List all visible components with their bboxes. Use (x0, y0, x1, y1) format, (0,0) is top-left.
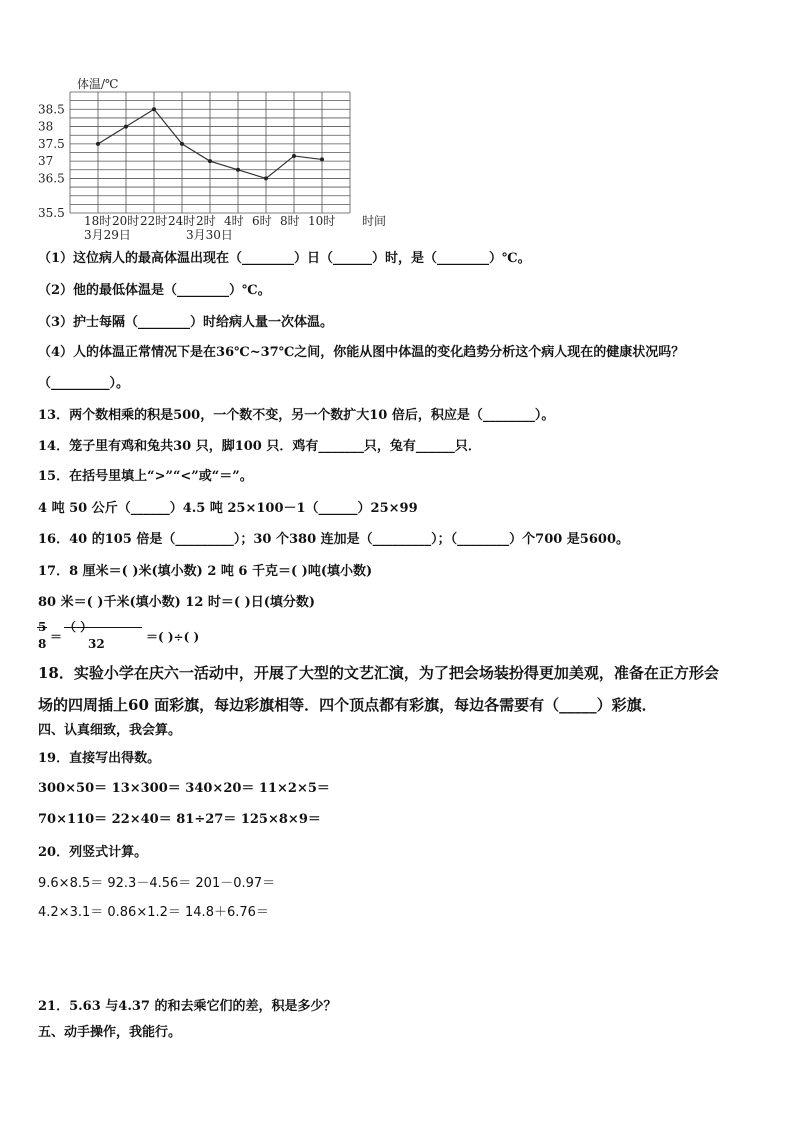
question-20-line1: 9.6×8.5＝ 92.3－4.56＝ 201－0.97＝ (38, 876, 276, 891)
temperature-chart (30, 72, 420, 252)
y-axis-label: 体温/℃ (77, 77, 119, 91)
question-21: 21．5.63 与4.37 的和去乘它们的差，积是多少？ (38, 999, 337, 1014)
section-5-heading: 五、动手操作，我能行。 (38, 1025, 182, 1040)
question-18-line2: 场的四周插上60 面彩旗，每边彩旗相等．四个顶点都有彩旗，每边各需要有（_____）彩旗． (38, 696, 657, 714)
question-16: 16．40 的105 倍是（_________）；30 个380 连加是（_________）；（________）个700 是5600。 (38, 532, 629, 547)
x-tick-label: 2时 (196, 214, 216, 228)
question-20-title: 20．列竖式计算。 (38, 845, 148, 860)
section-4-heading: 四、认真细致，我会算。 (38, 723, 182, 738)
data-point (180, 142, 184, 146)
q12-part3: （3）护士每隔（________）时给病人量一次体温。 (38, 315, 334, 330)
question-13: 13．两个数相乘的积是500，一个数不变，另一个数扩大10 倍后，积应是（________）。 (38, 408, 555, 423)
x-tick-label: 6时 (252, 214, 272, 228)
y-tick-label: 38 (38, 119, 54, 134)
y-tick-label: 35.5 (38, 206, 65, 220)
question-17-fraction-line (38, 620, 338, 654)
y-tick-label: 37.5 (38, 136, 65, 151)
temperature-chart-svg (30, 72, 420, 252)
x-tick-label: 4时 (224, 214, 244, 228)
y-tick-label: 36.5 (38, 171, 65, 186)
x-group-label: 3月29日 (84, 228, 131, 242)
question-15-line: 4 吨 50 公斤（______）4.5 吨 25×100－1（______）25×99 (38, 501, 418, 516)
q12-part4-answer: （_________）。 (38, 376, 130, 391)
fraction2-denominator: 32 (88, 637, 105, 651)
question-14: 14．笼子里有鸡和兔共30 只，脚100 只．鸡有_______只，兔有______只． (38, 439, 481, 454)
data-point (124, 125, 128, 129)
fraction-numerator: 5 (38, 620, 47, 634)
data-point (320, 157, 324, 161)
fraction-bar (37, 627, 47, 628)
fraction-tail: ＝( )÷( ) (146, 630, 200, 644)
q12-part1: （1）这位病人的最高体温出现在（________）日（______）时，是（________）℃。 (38, 251, 531, 266)
question-19-title: 19．直接写出得数。 (38, 751, 161, 766)
fraction2-numerator: （ ） (64, 620, 93, 634)
y-tick-label: 37 (38, 154, 54, 169)
x-tick-label: 18时 (84, 214, 112, 228)
equals-sign: ＝ (50, 630, 63, 644)
question-17-line1: 17．8 厘米＝( )米(填小数) 2 吨 6 千克＝( )吨(填小数) (38, 564, 373, 579)
x-tick-label: 8时 (280, 214, 300, 228)
q12-part2: （2）他的最低体温是（________）℃。 (38, 283, 271, 298)
x-tick-label: 10时 (308, 214, 336, 228)
data-point (292, 154, 296, 158)
q12-part4: （4）人的体温正常情况下是在36℃~37℃之间，你能从图中体温的变化趋势分析这个病人现在的健康状况吗？ (38, 345, 685, 360)
data-point (152, 107, 156, 111)
data-point (236, 168, 240, 172)
data-point (96, 142, 100, 146)
data-point (208, 159, 212, 163)
y-tick-label: 38.5 (38, 102, 65, 117)
question-17-line2: 80 米＝( )千米(填小数) 12 时＝( )日(填分数) (38, 595, 316, 610)
question-19-line2: 70×110＝ 22×40＝ 81÷27＝ 125×8×9＝ (38, 812, 321, 827)
x-tick-label: 20时 (112, 214, 140, 228)
question-18-line1: 18．实验小学在庆六一活动中，开展了大型的文艺汇演，为了把会场装扮得更加美观，准备在正方形会 (38, 664, 719, 682)
data-point (264, 176, 268, 180)
x-axis-label: 时间 (362, 214, 387, 228)
fraction-denominator: 8 (38, 637, 47, 651)
question-20-line2: 4.2×3.1＝ 0.86×1.2＝ 14.8＋6.76＝ (38, 905, 269, 920)
fraction2-bar (64, 627, 142, 628)
x-tick-label: 22时 (140, 214, 168, 228)
x-tick-label: 24时 (168, 214, 196, 228)
x-group-label: 3月30日 (186, 228, 233, 242)
question-15-title: 15．在括号里填上“>”“<”或“＝”。 (38, 469, 253, 484)
question-19-line1: 300×50＝ 13×300＝ 340×20＝ 11×2×5＝ (38, 781, 330, 796)
